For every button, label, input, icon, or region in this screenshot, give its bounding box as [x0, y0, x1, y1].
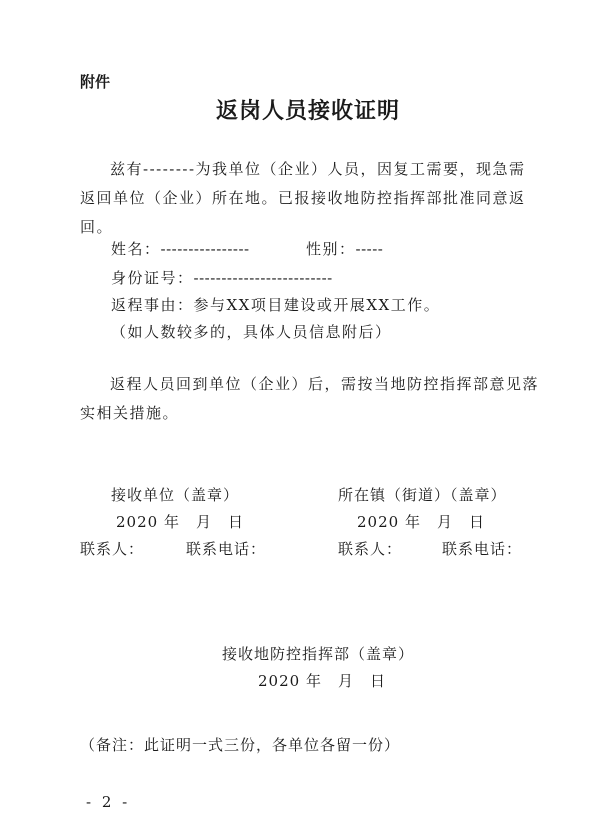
- command-unit-seal: 接收地防控指挥部（盖章）: [222, 645, 415, 663]
- return-reason: 返程事由：参与XX项目建设或开展XX工作。: [111, 296, 441, 314]
- command-unit-date: 2020 年 月 日: [258, 672, 386, 690]
- left-contact-phone-label: 联系电话：: [186, 540, 267, 558]
- right-contact-person-label: 联系人：: [338, 540, 403, 558]
- document-title: 返岗人员接收证明: [215, 99, 400, 124]
- receiving-unit-seal: 接收单位（盖章）: [111, 486, 240, 504]
- town-street-date: 2020 年 月 日: [357, 513, 485, 531]
- name-field: [111, 238, 250, 259]
- gender-label: 性别：: [306, 240, 356, 258]
- intro-paragraph: 兹有--------为我单位（企业）人员，因复工需要，现急需返回单位（企业）所在地。已报接收地防控指挥部批准同意返回。: [80, 160, 526, 236]
- attachment-label: 附件: [80, 73, 111, 91]
- gender-field: [306, 238, 383, 259]
- left-contact-person-label: 联系人：: [80, 540, 145, 558]
- name-blank: ----------------: [160, 240, 250, 258]
- town-street-seal: 所在镇（街道）（盖章）: [338, 486, 507, 504]
- receiving-unit-date: 2020 年 月 日: [116, 513, 244, 531]
- many-people-note: （如人数较多的，具体人员信息附后）: [111, 323, 392, 341]
- gender-blank: -----: [355, 240, 384, 258]
- id-number-label: 身份证号：: [111, 269, 194, 287]
- id-number-field: [111, 267, 333, 288]
- id-number-blank: -------------------------: [193, 269, 333, 287]
- page-number: - 2 -: [86, 793, 131, 811]
- right-contact-phone-label: 联系电话：: [442, 540, 523, 558]
- measures-paragraph: 返程人员回到单位（企业）后，需按当地防控指挥部意见落实相关措施。: [80, 375, 540, 422]
- name-label: 姓名：: [111, 240, 161, 258]
- remark-note: （备注：此证明一式三份，各单位各留一份）: [80, 736, 401, 754]
